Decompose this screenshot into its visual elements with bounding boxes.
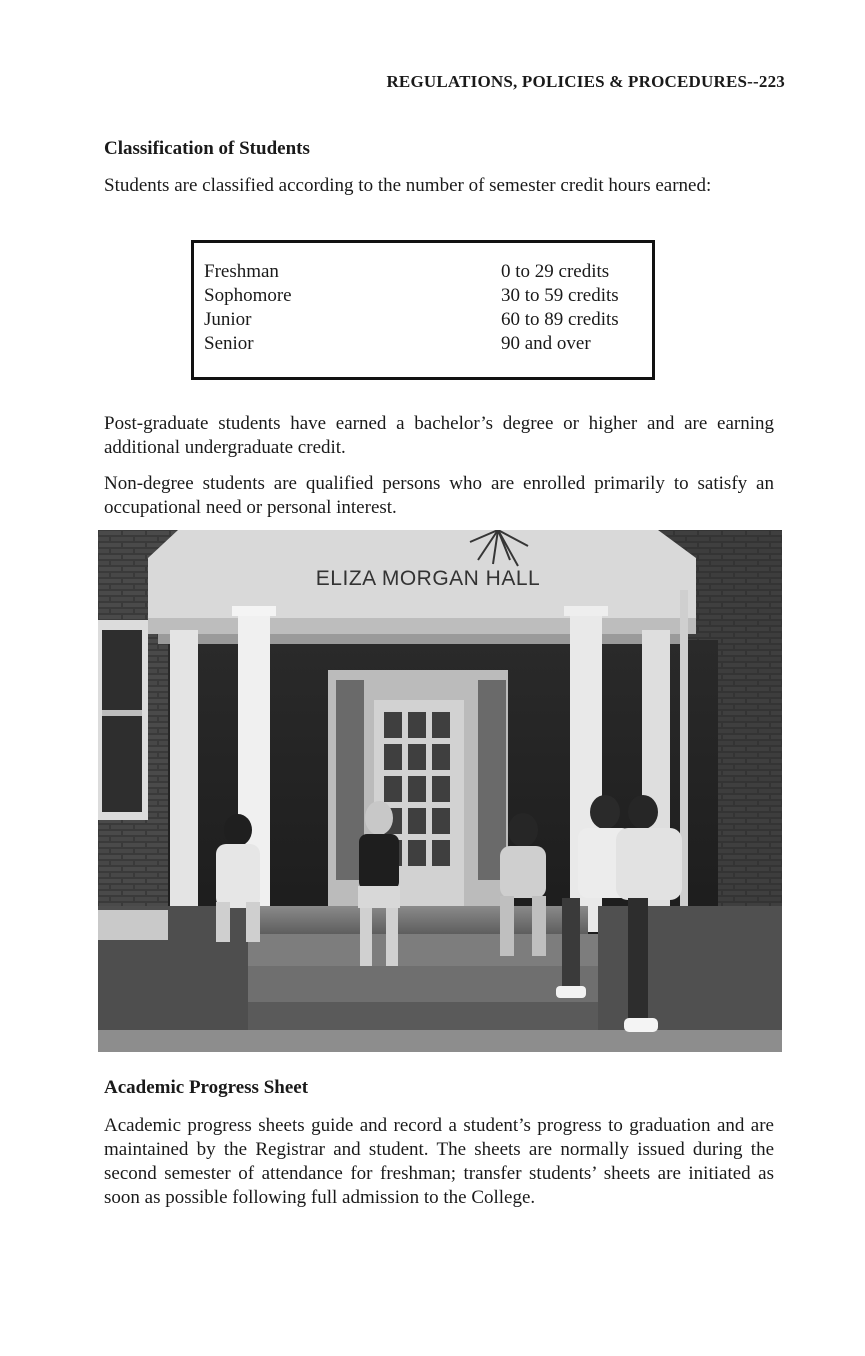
classification-table (191, 240, 655, 380)
postgrad-paragraph: Post-graduate students have earned a bachelor’s degree or higher and are earning additional undergraduate credit. (104, 413, 774, 458)
credit-range: 0 to 29 credits (501, 261, 610, 282)
hall-photo-illustration (98, 530, 782, 1052)
class-name: Senior (204, 333, 254, 354)
class-name: Sophomore (204, 285, 292, 306)
progress-heading: Academic Progress Sheet (104, 1077, 309, 1098)
table-row (194, 333, 652, 357)
credit-range: 30 to 59 credits (501, 285, 619, 306)
credit-range: 60 to 89 credits (501, 309, 619, 330)
progress-paragraph: Academic progress sheets guide and record a student’s progress to graduation and are maintained by the Registrar and student. The sheets are normally issued during the second semester of attendance for freshman; transfer students’ sheets are initiated as soon as possible following full admission to the College. (104, 1115, 774, 1208)
table-row (194, 285, 652, 309)
building-sign: ELIZA MORGAN HALL (315, 567, 541, 590)
credit-range: 90 and over (501, 333, 591, 354)
running-head: REGULATIONS, POLICIES & PROCEDURES--223 (386, 72, 785, 91)
table-row (194, 261, 652, 285)
class-name: Freshman (204, 261, 279, 282)
hall-photo (98, 530, 782, 1052)
classification-heading: Classification of Students (104, 138, 310, 159)
class-name: Junior (204, 309, 252, 330)
table-row (194, 309, 652, 333)
classification-intro: Students are classified according to the number of semester credit hours earned: (104, 175, 712, 196)
nondegree-paragraph: Non-degree students are qualified persons who are enrolled primarily to satisfy an occupational need or personal interest. (104, 473, 774, 518)
